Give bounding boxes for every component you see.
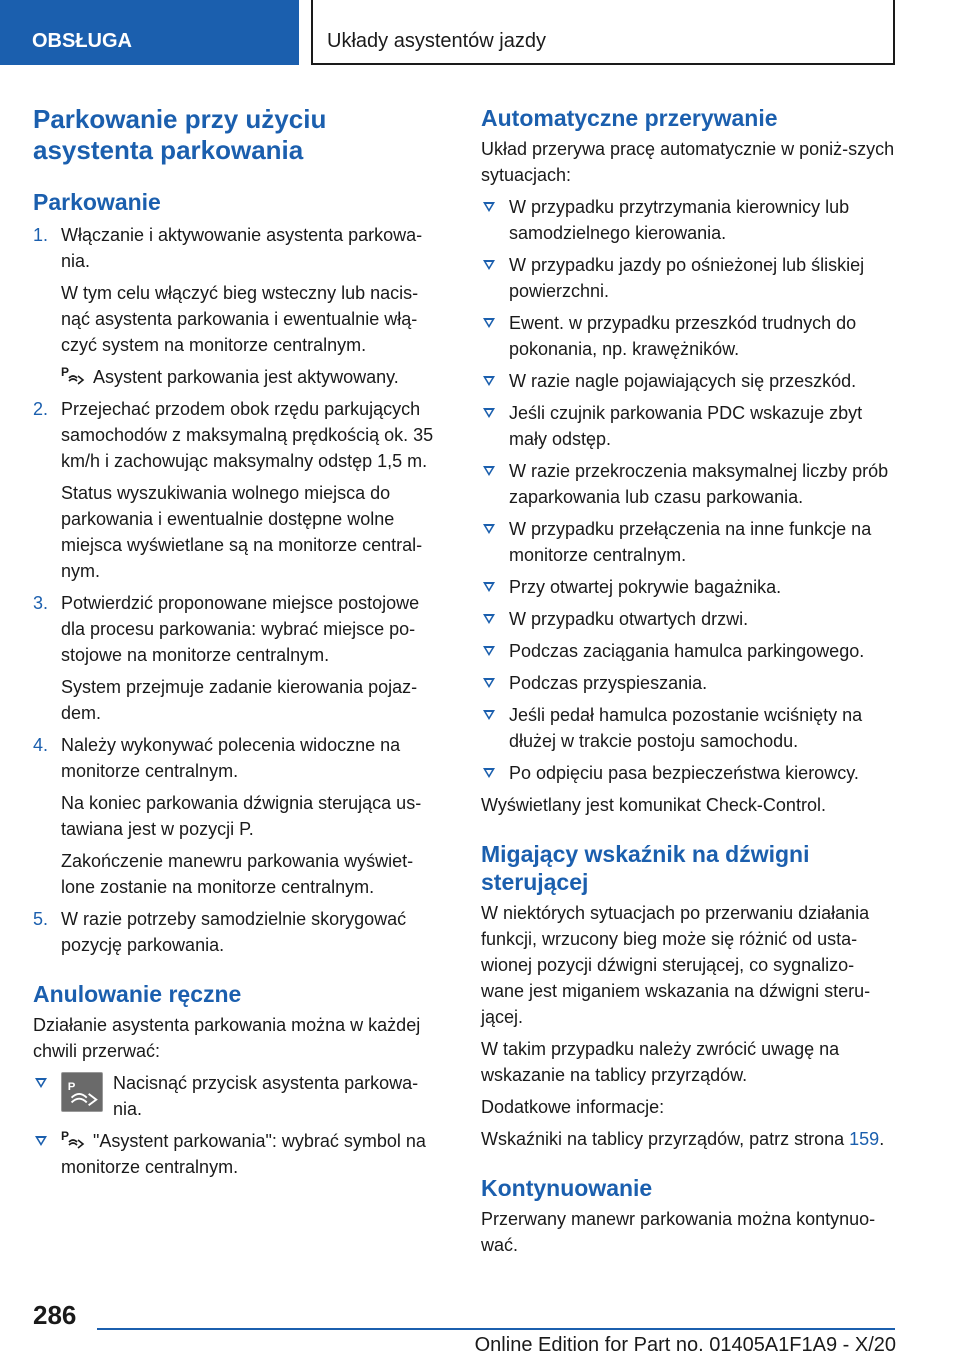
list-item: [481, 252, 895, 304]
list-item: [33, 1128, 447, 1180]
cancel-item-text: "Asystent parkowania": wybrać symbol na monitorze centralnym.: [61, 1131, 426, 1177]
auto-item-text: Przy otwartej pokrywie bagażnika.: [509, 577, 782, 597]
svg-text:P: P: [61, 365, 70, 379]
list-item: [481, 458, 895, 510]
list-item: [33, 732, 447, 900]
footer-edition: Online Edition for Part no. 01405A1F1A9 - X/20: [474, 1334, 896, 1356]
step-text: W razie potrzeby samodzielnie skorygować pozycję parkowania.: [61, 909, 407, 955]
bullet-triangle-icon: [483, 524, 495, 534]
step-subtext: Asystent parkowania jest aktywowany.: [93, 367, 399, 387]
blink-heading: Migający wskaźnik na dźwigni sterującej: [481, 841, 810, 895]
cancel-intro: Działanie asystenta parkowania można w każdej chwili przerwać:: [33, 1015, 421, 1061]
svg-text:P: P: [67, 1081, 76, 1094]
auto-item-text: Jeśli czujnik parkowania PDC wskazuje zbyt mały odstęp.: [509, 403, 863, 449]
list-item: [33, 396, 447, 584]
bullet-triangle-icon: [483, 376, 495, 386]
auto-outro: Wyświetlany jest komunikat Check-Control.: [481, 795, 826, 815]
list-item: [481, 574, 895, 600]
auto-list: [481, 194, 895, 786]
bullet-triangle-icon: [483, 614, 495, 624]
list-item: [33, 1070, 447, 1122]
bullet-triangle-icon: [35, 1136, 47, 1146]
header-chapter-title: Układy asystentów jazdy: [311, 0, 895, 65]
list-item: [481, 368, 895, 394]
reference-text: Wskaźniki na tablicy przyrządów, patrz strona: [481, 1129, 845, 1149]
left-column: [33, 100, 447, 1186]
bullet-triangle-icon: [483, 646, 495, 656]
step-subtext: Zakończenie manewru parkowania wyświet-lone zostanie na monitorze centralnym.: [61, 851, 414, 897]
list-item: [33, 906, 447, 958]
section-title: Parkowanie przy użyciu asystenta parkowania: [33, 104, 327, 165]
right-column: [481, 100, 895, 1258]
bullet-triangle-icon: [483, 582, 495, 592]
auto-item-text: W przypadku przytrzymania kierownicy lub samodzielnego kierowania.: [509, 197, 850, 243]
list-item: [481, 760, 895, 786]
list-item: [481, 516, 895, 568]
bullet-triangle-icon: [483, 466, 495, 476]
step-subtext: System przejmuje zadanie kierowania pojaz-dem.: [61, 677, 418, 723]
auto-item-text: Podczas przyspieszania.: [509, 673, 708, 693]
list-item: [481, 638, 895, 664]
auto-item-text: Po odpięciu pasa bezpieczeństwa kierowcy.: [509, 763, 859, 783]
bullet-triangle-icon: [483, 202, 495, 212]
bullet-triangle-icon: [483, 678, 495, 688]
list-item: [33, 590, 447, 726]
auto-item-text: W razie przekroczenia maksymalnej liczby prób zaparkowania lub czasu parkowania.: [509, 461, 889, 507]
step-text: Potwierdzić proponowane miejsce postojowe dla procesu parkowania: wybrać miejsce po-stojowe na monitorze centralnym.: [61, 593, 420, 665]
list-item: [481, 194, 895, 246]
step-subtext: Status wyszukiwania wolnego miejsca do parkowania i ewentualnie dostępne wolne miejsca wyświetlane są na monitorze central-nym.: [61, 483, 423, 581]
list-item: [481, 606, 895, 632]
bullet-triangle-icon: [483, 318, 495, 328]
auto-item-text: W przypadku przełączenia na inne funkcje na monitorze centralnym.: [509, 519, 872, 565]
step-text: Przejechać przodem obok rzędu parkujących samochodów z maksymalną prędkością ok. 35 km/h i zachowując maksymalny odstęp 1,5 m.: [61, 399, 434, 471]
cancel-heading: Anulowanie ręczne: [33, 981, 242, 1007]
parking-assistant-icon: [61, 364, 87, 386]
list-item: [481, 702, 895, 754]
blink-paragraph: W niektórych sytuacjach po przerwaniu działania funkcji, wrzucony bieg może się różnić od usta-wionej pozycji dźwigni sterującej, co sygnalizo-wane jest miganiem wskazania na dźwigni steru-jącej.: [481, 903, 871, 1027]
list-item: [481, 670, 895, 696]
blink-reference: Wskaźniki na tablicy przyrządów, patrz strona 159.: [481, 1129, 885, 1149]
auto-item-text: Jeśli pedał hamulca pozostanie wciśnięty na dłużej w trakcie postoju samochodu.: [509, 705, 863, 751]
auto-heading: Automatyczne przerywanie: [481, 105, 778, 131]
bullet-triangle-icon: [35, 1078, 47, 1088]
step-number: 2.: [33, 399, 49, 419]
auto-item-text: Ewent. w przypadku przeszkód trudnych do pokonania, np. krawężników.: [509, 313, 857, 359]
footer-divider: [97, 1328, 895, 1330]
list-item: [33, 222, 447, 390]
step-text: Należy wykonywać polecenia widoczne na monitorze centralnym.: [61, 735, 401, 781]
auto-item-text: W przypadku jazdy po ośnieżonej lub śliskiej powierzchni.: [509, 255, 865, 301]
blink-paragraph: W takim przypadku należy zwrócić uwagę na wskazanie na tablicy przyrządów.: [481, 1039, 840, 1085]
continue-text: Przerwany manewr parkowania można kontynuo-wać.: [481, 1209, 876, 1255]
auto-intro: Układ przerywa pracę automatycznie w poniż-szych sytuacjach:: [481, 139, 895, 185]
step-number: 3.: [33, 593, 49, 613]
cancel-list: [33, 1070, 447, 1180]
bullet-triangle-icon: [483, 768, 495, 778]
step-text: Włączanie i aktywowanie asystenta parkowa-nia.: [61, 225, 423, 271]
auto-item-text: W razie nagle pojawiających się przeszkód.: [509, 371, 857, 391]
header-section-tab: OBSŁUGA: [0, 0, 299, 65]
auto-item-text: Podczas zaciągania hamulca parkingowego.: [509, 641, 865, 661]
parking-heading: Parkowanie: [33, 189, 161, 215]
step-subtext-with-icon: [61, 364, 447, 390]
parking-steps-list: [33, 222, 447, 958]
step-number: 5.: [33, 909, 49, 929]
step-subtext: W tym celu włączyć bieg wsteczny lub nacis-nąć asystenta parkowania i ewentualnie włą-czyć system na monitorze centralnym.: [61, 283, 419, 355]
page-number: 286: [33, 1300, 77, 1330]
parking-assistant-icon: [61, 1128, 87, 1150]
auto-item-text: W przypadku otwartych drzwi.: [509, 609, 749, 629]
blink-paragraph: Dodatkowe informacje:: [481, 1097, 665, 1117]
bullet-triangle-icon: [483, 260, 495, 270]
svg-text:P: P: [61, 1129, 70, 1143]
list-item: [481, 400, 895, 452]
step-number: 1.: [33, 225, 49, 245]
cancel-item-text: Nacisnąć przycisk asystenta parkowa-nia.: [113, 1073, 419, 1119]
continue-heading: Kontynuowanie: [481, 1175, 653, 1201]
bullet-triangle-icon: [483, 710, 495, 720]
bullet-triangle-icon: [483, 408, 495, 418]
list-item: [481, 310, 895, 362]
step-number: 4.: [33, 735, 49, 755]
page-reference-link[interactable]: 159: [849, 1129, 880, 1149]
parking-assistant-button-icon: [61, 1072, 103, 1112]
step-subtext: Na koniec parkowania dźwignia sterująca us-tawiana jest w pozycji P.: [61, 793, 422, 839]
